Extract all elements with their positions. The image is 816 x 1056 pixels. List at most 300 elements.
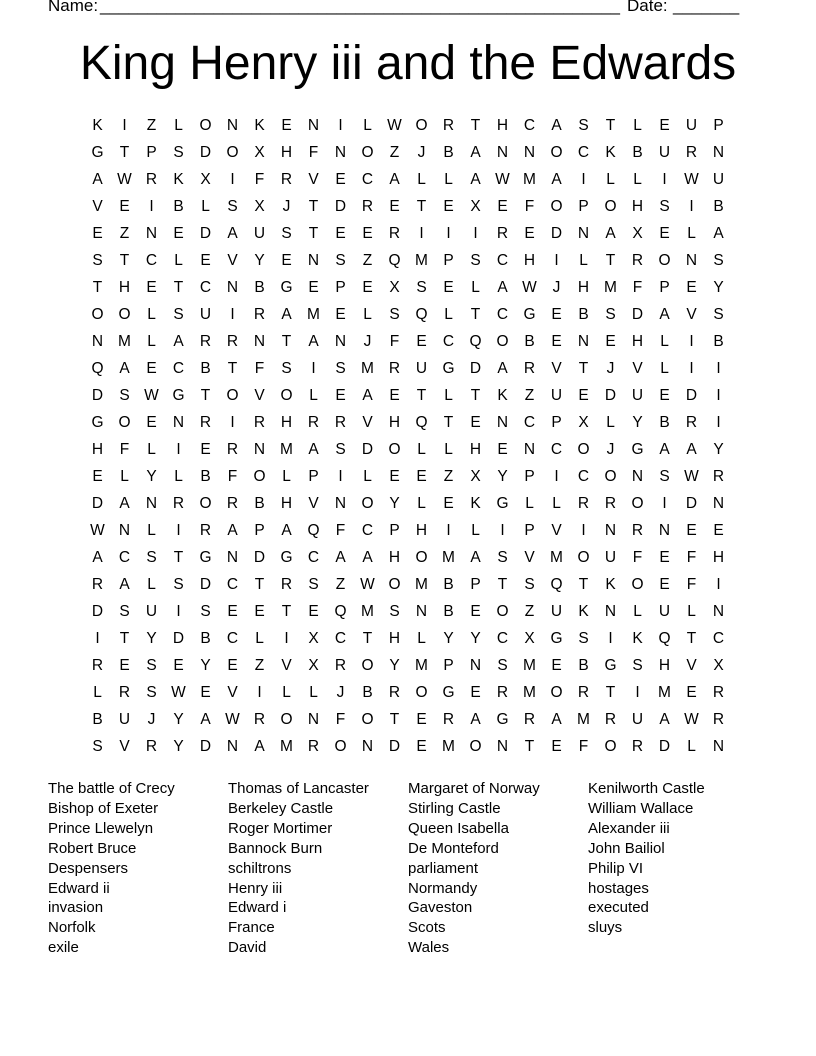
grid-letter[interactable]: O [361,495,374,512]
grid-letter[interactable]: J [147,711,156,728]
grid-letter[interactable]: L [417,495,426,512]
grid-letter[interactable]: E [686,522,697,539]
grid-letter[interactable]: R [307,738,320,755]
grid-letter[interactable]: E [713,522,724,539]
grid-letter[interactable]: S [578,630,589,647]
grid-letter[interactable]: O [604,198,617,215]
grid-letter[interactable]: X [632,225,643,242]
grid-letter[interactable]: H [388,549,401,566]
grid-letter[interactable]: A [335,549,346,566]
grid-letter[interactable]: A [389,171,400,188]
grid-letter[interactable]: E [443,198,454,215]
grid-letter[interactable]: E [416,468,427,485]
grid-letter[interactable]: O [118,414,131,431]
grid-letter[interactable]: M [280,441,293,458]
grid-letter[interactable]: O [469,738,482,755]
grid-letter[interactable]: C [199,279,212,296]
grid-letter[interactable]: L [255,630,264,647]
grid-letter[interactable]: M [442,549,455,566]
grid-letter[interactable]: L [174,252,183,269]
grid-letter[interactable]: X [254,198,265,215]
grid-letter[interactable]: B [713,198,724,215]
grid-letter[interactable]: V [686,657,697,674]
grid-letter[interactable]: O [334,738,347,755]
grid-letter[interactable]: J [282,198,291,215]
grid-letter[interactable]: R [388,684,401,701]
grid-letter[interactable]: G [550,630,563,647]
grid-letter[interactable]: I [500,522,505,539]
grid-letter[interactable]: K [470,495,481,512]
grid-letter[interactable]: A [173,333,184,350]
grid-letter[interactable]: N [523,144,536,161]
grid-letter[interactable]: R [577,495,590,512]
grid-letter[interactable]: Q [334,603,347,620]
grid-letter[interactable]: T [362,630,373,647]
grid-letter[interactable]: Q [415,414,428,431]
grid-letter[interactable]: C [172,360,185,377]
grid-letter[interactable]: N [145,225,158,242]
grid-letter[interactable]: F [632,549,643,566]
grid-letter[interactable]: Y [443,630,454,647]
grid-letter[interactable]: G [442,684,455,701]
grid-letter[interactable]: R [631,738,644,755]
grid-letter[interactable]: N [685,252,698,269]
grid-letter[interactable]: L [363,306,372,323]
grid-letter[interactable]: I [635,684,640,701]
grid-letter[interactable]: Q [388,252,401,269]
grid-letter[interactable]: E [200,684,211,701]
grid-letter[interactable]: G [91,414,104,431]
grid-letter[interactable]: O [280,711,293,728]
grid-letter[interactable]: S [200,603,211,620]
grid-letter[interactable]: R [199,414,212,431]
grid-letter[interactable]: D [91,495,104,512]
grid-letter[interactable]: X [524,630,535,647]
grid-letter[interactable]: L [444,387,453,404]
grid-letter[interactable]: B [362,684,373,701]
grid-letter[interactable]: L [687,738,696,755]
grid-letter[interactable]: N [253,333,266,350]
grid-letter[interactable]: T [389,711,400,728]
grid-letter[interactable]: E [92,225,103,242]
grid-letter[interactable]: B [578,306,589,323]
grid-letter[interactable]: Y [389,657,400,674]
grid-letter[interactable]: N [496,414,509,431]
grid-letter[interactable]: P [146,144,157,161]
grid-letter[interactable]: W [684,468,699,485]
grid-letter[interactable]: D [469,360,482,377]
grid-letter[interactable]: Q [469,333,482,350]
grid-letter[interactable]: T [173,549,184,566]
grid-letter[interactable]: G [199,549,212,566]
grid-letter[interactable]: L [660,333,669,350]
grid-letter[interactable]: I [446,522,451,539]
grid-letter[interactable]: R [334,414,347,431]
grid-letter[interactable]: U [550,603,563,620]
grid-letter[interactable]: S [173,306,184,323]
grid-letter[interactable]: A [659,441,670,458]
grid-letter[interactable]: U [253,225,266,242]
grid-letter[interactable]: R [91,657,104,674]
grid-letter[interactable]: S [281,360,292,377]
grid-letter[interactable]: O [361,657,374,674]
grid-letter[interactable]: O [550,684,563,701]
grid-letter[interactable]: A [92,549,103,566]
grid-letter[interactable]: L [147,333,156,350]
grid-letter[interactable]: I [338,468,343,485]
grid-letter[interactable]: O [280,387,293,404]
grid-letter[interactable]: C [118,549,131,566]
grid-letter[interactable]: B [200,360,211,377]
grid-letter[interactable]: G [91,144,104,161]
grid-letter[interactable]: U [658,603,671,620]
grid-letter[interactable]: R [361,198,374,215]
grid-letter[interactable]: W [144,387,159,404]
grid-letter[interactable]: J [606,441,615,458]
grid-letter[interactable]: E [659,549,670,566]
grid-letter[interactable]: T [470,387,481,404]
grid-letter[interactable]: H [388,630,401,647]
grid-letter[interactable]: E [416,738,427,755]
grid-letter[interactable]: Y [173,711,184,728]
grid-letter[interactable]: L [471,522,480,539]
grid-letter[interactable]: T [308,225,319,242]
grid-letter[interactable]: R [496,684,509,701]
grid-letter[interactable]: A [308,333,319,350]
grid-letter[interactable]: I [419,225,424,242]
name-field[interactable]: _______________________________________________________ [100,0,621,15]
grid-letter[interactable]: Y [713,441,724,458]
grid-letter[interactable]: E [335,387,346,404]
grid-letter[interactable]: L [444,306,453,323]
grid-letter[interactable]: K [254,117,265,134]
grid-letter[interactable]: C [577,144,590,161]
grid-letter[interactable]: D [199,738,212,755]
grid-letter[interactable]: H [523,252,536,269]
grid-letter[interactable]: T [578,576,589,593]
grid-letter[interactable]: F [254,171,265,188]
grid-letter[interactable]: A [308,441,319,458]
grid-letter[interactable]: E [416,711,427,728]
grid-letter[interactable]: U [631,387,644,404]
grid-letter[interactable]: L [633,603,642,620]
grid-letter[interactable]: I [176,441,181,458]
grid-letter[interactable]: I [176,522,181,539]
grid-letter[interactable]: C [442,333,455,350]
grid-letter[interactable]: C [577,468,590,485]
grid-letter[interactable]: T [416,387,427,404]
grid-letter[interactable]: I [716,576,721,593]
grid-letter[interactable]: F [686,549,697,566]
grid-letter[interactable]: V [281,657,292,674]
grid-letter[interactable]: L [417,171,426,188]
grid-letter[interactable]: C [496,306,509,323]
grid-letter[interactable]: C [307,549,320,566]
grid-letter[interactable]: K [605,576,616,593]
grid-letter[interactable]: A [713,225,724,242]
grid-letter[interactable]: R [712,684,725,701]
grid-letter[interactable]: H [577,279,590,296]
grid-letter[interactable]: Y [200,657,211,674]
grid-letter[interactable]: E [497,441,508,458]
grid-letter[interactable]: U [145,603,158,620]
grid-letter[interactable]: O [226,144,239,161]
grid-letter[interactable]: E [173,225,184,242]
grid-letter[interactable]: E [335,171,346,188]
grid-letter[interactable]: V [308,171,319,188]
grid-letter[interactable]: S [497,549,508,566]
grid-letter[interactable]: I [284,630,289,647]
grid-letter[interactable]: N [712,495,725,512]
grid-letter[interactable]: O [361,144,374,161]
grid-letter[interactable]: C [226,630,239,647]
grid-letter[interactable]: U [118,711,131,728]
grid-letter[interactable]: N [631,468,644,485]
grid-letter[interactable]: I [149,198,154,215]
grid-letter[interactable]: R [226,333,239,350]
grid-letter[interactable]: N [226,279,239,296]
grid-letter[interactable]: A [551,171,562,188]
grid-letter[interactable]: I [554,252,559,269]
grid-letter[interactable]: C [145,252,158,269]
grid-letter[interactable]: C [496,630,509,647]
grid-letter[interactable]: E [659,576,670,593]
grid-letter[interactable]: R [604,711,617,728]
grid-letter[interactable]: B [443,144,454,161]
grid-letter[interactable]: Y [632,414,643,431]
grid-letter[interactable]: E [470,603,481,620]
grid-letter[interactable]: T [605,252,616,269]
grid-letter[interactable]: E [551,306,562,323]
grid-letter[interactable]: M [307,306,320,323]
grid-letter[interactable]: B [173,198,184,215]
grid-letter[interactable]: L [552,495,561,512]
grid-letter[interactable]: L [579,252,588,269]
grid-letter[interactable]: Q [307,522,320,539]
grid-letter[interactable]: V [227,252,238,269]
grid-letter[interactable]: I [581,522,586,539]
grid-letter[interactable]: O [496,333,509,350]
grid-letter[interactable]: Q [550,576,563,593]
grid-letter[interactable]: I [446,225,451,242]
grid-letter[interactable]: L [174,468,183,485]
grid-letter[interactable]: E [200,252,211,269]
grid-letter[interactable]: A [92,171,103,188]
grid-letter[interactable]: E [227,603,238,620]
grid-letter[interactable]: H [118,279,131,296]
grid-letter[interactable]: L [147,306,156,323]
grid-letter[interactable]: O [415,117,428,134]
grid-letter[interactable]: S [659,198,670,215]
grid-letter[interactable]: X [389,279,400,296]
grid-letter[interactable]: R [496,225,509,242]
grid-letter[interactable]: G [496,711,509,728]
grid-letter[interactable]: R [523,711,536,728]
grid-letter[interactable]: S [146,549,157,566]
grid-letter[interactable]: S [389,603,400,620]
grid-letter[interactable]: V [551,360,562,377]
grid-letter[interactable]: I [230,171,235,188]
grid-letter[interactable]: M [523,171,536,188]
grid-letter[interactable]: T [308,198,319,215]
grid-letter[interactable]: T [470,306,481,323]
grid-letter[interactable]: W [117,171,132,188]
grid-letter[interactable]: I [230,414,235,431]
grid-letter[interactable]: M [577,711,590,728]
grid-letter[interactable]: D [685,387,698,404]
grid-letter[interactable]: R [388,360,401,377]
grid-letter[interactable]: E [146,414,157,431]
grid-letter[interactable]: D [334,198,347,215]
grid-letter[interactable]: E [659,117,670,134]
grid-letter[interactable]: L [444,171,453,188]
grid-letter[interactable]: L [363,117,372,134]
grid-letter[interactable]: M [523,657,536,674]
grid-letter[interactable]: S [335,252,346,269]
grid-letter[interactable]: Y [389,495,400,512]
grid-letter[interactable]: S [713,306,724,323]
grid-letter[interactable]: G [280,549,293,566]
grid-letter[interactable]: X [470,198,481,215]
grid-letter[interactable]: V [632,360,643,377]
grid-letter[interactable]: F [335,711,346,728]
grid-letter[interactable]: Z [335,576,346,593]
grid-letter[interactable]: P [551,414,562,431]
grid-letter[interactable]: B [443,603,454,620]
grid-letter[interactable]: P [308,468,319,485]
grid-letter[interactable]: M [415,576,428,593]
grid-letter[interactable]: F [308,144,319,161]
grid-letter[interactable]: X [713,657,724,674]
grid-letter[interactable]: D [550,225,563,242]
grid-letter[interactable]: T [416,198,427,215]
grid-letter[interactable]: G [631,441,644,458]
grid-letter[interactable]: M [604,279,617,296]
grid-letter[interactable]: D [253,549,266,566]
grid-letter[interactable]: I [311,360,316,377]
grid-letter[interactable]: E [362,225,373,242]
grid-letter[interactable]: A [281,306,292,323]
grid-letter[interactable]: L [633,171,642,188]
grid-letter[interactable]: S [389,306,400,323]
grid-letter[interactable]: E [470,684,481,701]
grid-letter[interactable]: V [686,306,697,323]
grid-letter[interactable]: H [388,414,401,431]
grid-letter[interactable]: J [552,279,561,296]
grid-letter[interactable]: S [227,198,238,215]
grid-letter[interactable]: F [119,441,130,458]
grid-letter[interactable]: G [523,306,536,323]
grid-letter[interactable]: E [605,333,616,350]
date-field[interactable]: _______ [673,0,740,15]
grid-letter[interactable]: I [689,360,694,377]
grid-letter[interactable]: K [605,144,616,161]
grid-letter[interactable]: M [361,360,374,377]
grid-letter[interactable]: Q [91,360,104,377]
grid-letter[interactable]: R [280,576,293,593]
grid-letter[interactable]: A [200,711,211,728]
grid-letter[interactable]: F [389,333,400,350]
grid-letter[interactable]: N [253,441,266,458]
grid-letter[interactable]: S [173,576,184,593]
grid-letter[interactable]: N [307,117,320,134]
grid-letter[interactable]: Z [254,657,265,674]
grid-letter[interactable]: Z [362,252,373,269]
grid-letter[interactable]: L [471,279,480,296]
grid-letter[interactable]: P [443,252,454,269]
grid-letter[interactable]: L [606,414,615,431]
grid-letter[interactable]: B [443,576,454,593]
grid-letter[interactable]: L [525,495,534,512]
grid-letter[interactable]: R [199,333,212,350]
grid-letter[interactable]: C [523,117,536,134]
grid-letter[interactable]: E [200,441,211,458]
grid-letter[interactable]: A [659,306,670,323]
grid-letter[interactable]: L [363,468,372,485]
grid-letter[interactable]: S [659,468,670,485]
grid-letter[interactable]: O [658,252,671,269]
grid-letter[interactable]: E [173,657,184,674]
grid-letter[interactable]: O [577,549,590,566]
grid-letter[interactable]: P [524,468,535,485]
grid-letter[interactable]: U [658,144,671,161]
grid-letter[interactable]: L [174,117,183,134]
grid-letter[interactable]: U [199,306,212,323]
grid-letter[interactable]: M [118,333,131,350]
grid-letter[interactable]: M [550,549,563,566]
grid-letter[interactable]: O [604,468,617,485]
grid-letter[interactable]: D [91,603,104,620]
grid-letter[interactable]: A [470,171,481,188]
grid-letter[interactable]: N [577,333,590,350]
grid-letter[interactable]: X [470,468,481,485]
grid-letter[interactable]: T [497,576,508,593]
grid-letter[interactable]: E [551,657,562,674]
grid-letter[interactable]: S [335,360,346,377]
grid-letter[interactable]: F [254,360,265,377]
grid-letter[interactable]: C [523,414,536,431]
grid-letter[interactable]: S [470,252,481,269]
grid-letter[interactable]: E [119,657,130,674]
grid-letter[interactable]: O [199,117,212,134]
grid-letter[interactable]: N [712,603,725,620]
grid-letter[interactable]: C [550,441,563,458]
grid-letter[interactable]: N [226,738,239,755]
grid-letter[interactable]: E [659,225,670,242]
grid-letter[interactable]: L [606,171,615,188]
grid-letter[interactable]: T [92,279,103,296]
grid-letter[interactable]: H [280,144,293,161]
grid-letter[interactable]: N [91,333,104,350]
grid-letter[interactable]: N [334,333,347,350]
grid-letter[interactable]: A [470,711,481,728]
grid-letter[interactable]: L [687,603,696,620]
grid-letter[interactable]: Y [173,738,184,755]
grid-letter[interactable]: N [469,657,482,674]
grid-letter[interactable]: N [307,252,320,269]
grid-letter[interactable]: I [608,630,613,647]
grid-letter[interactable]: E [416,333,427,350]
grid-letter[interactable]: R [145,171,158,188]
grid-letter[interactable]: L [309,684,318,701]
grid-letter[interactable]: P [524,522,535,539]
grid-letter[interactable]: U [550,387,563,404]
grid-letter[interactable]: W [522,279,537,296]
grid-letter[interactable]: W [684,171,699,188]
grid-letter[interactable]: Z [443,468,454,485]
grid-letter[interactable]: L [417,441,426,458]
grid-letter[interactable]: A [227,225,238,242]
